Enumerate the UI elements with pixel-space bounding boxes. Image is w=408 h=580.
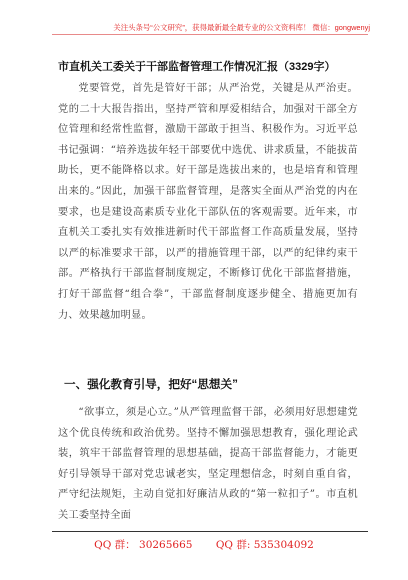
footer-rule xyxy=(52,531,368,532)
header-rule xyxy=(52,34,368,35)
paragraph-1-text: 党要管党，首先是管好干部；从严治党，关键是从严治吏。党的二十大报告指出，坚持严管和厚爱相结合，加强对干部全方位管理和经常性监督，激励干部敢于担当、积极作为。习近平总书记强调：“培养选拔年轻干部要优中选优、讲求质量，不能拔苗助长，更不能降格以求。好干部是选拔出来的，也是培育和管理出来的。”因此，加强干部监督管理，是落实全面从严治党的内在要求，也是建设高素质专业化干部队伍的客观需要。近年来，市直机关工委扎实有效推进新时代干部监督工作高质量发展，坚持以严的标准要求干部，以严的措施管理干部，以严的纪律约束干部。严格执行干部监督制度规定，不断修订优化干部监督措施，打好干部监督“组合拳”，干部监督制度逐步健全、措施更加有力、效果越加明显。 xyxy=(58,83,358,321)
footer xyxy=(0,537,408,552)
header-promo-text: 关注头条号“公文研究”，获得最新最全最专业的公文资料库！ 微信：gongwenyj xyxy=(113,23,370,32)
footer-qq-right: QQ 群: 535304092 xyxy=(215,539,314,551)
document-title: 市直机关工委关于干部监督管理工作情况汇报（3329字） xyxy=(58,61,336,73)
section-heading: 一、强化教育引导，把好“思想关” xyxy=(64,378,238,391)
paragraph-2 xyxy=(58,403,358,527)
paragraph-2-text: “欲事立，须是心立。”从严管理监督干部，必须用好思想建党这个优良传统和政治优势。坚持不懈加强思想教育，强化理论武装，筑牢干部监督管理的思想基础，提高干部监督能力，才能更好引导领导干部对党忠诚老实，坚定理想信念，时刻自重自省，严守纪法规矩，主动自觉扣好廉洁从政的“第一粒扣子”。市直机关工委坚持全面 xyxy=(58,407,358,521)
paragraph-1 xyxy=(58,79,358,326)
footer-qq-left: QQ 群： 30265665 xyxy=(94,539,193,551)
